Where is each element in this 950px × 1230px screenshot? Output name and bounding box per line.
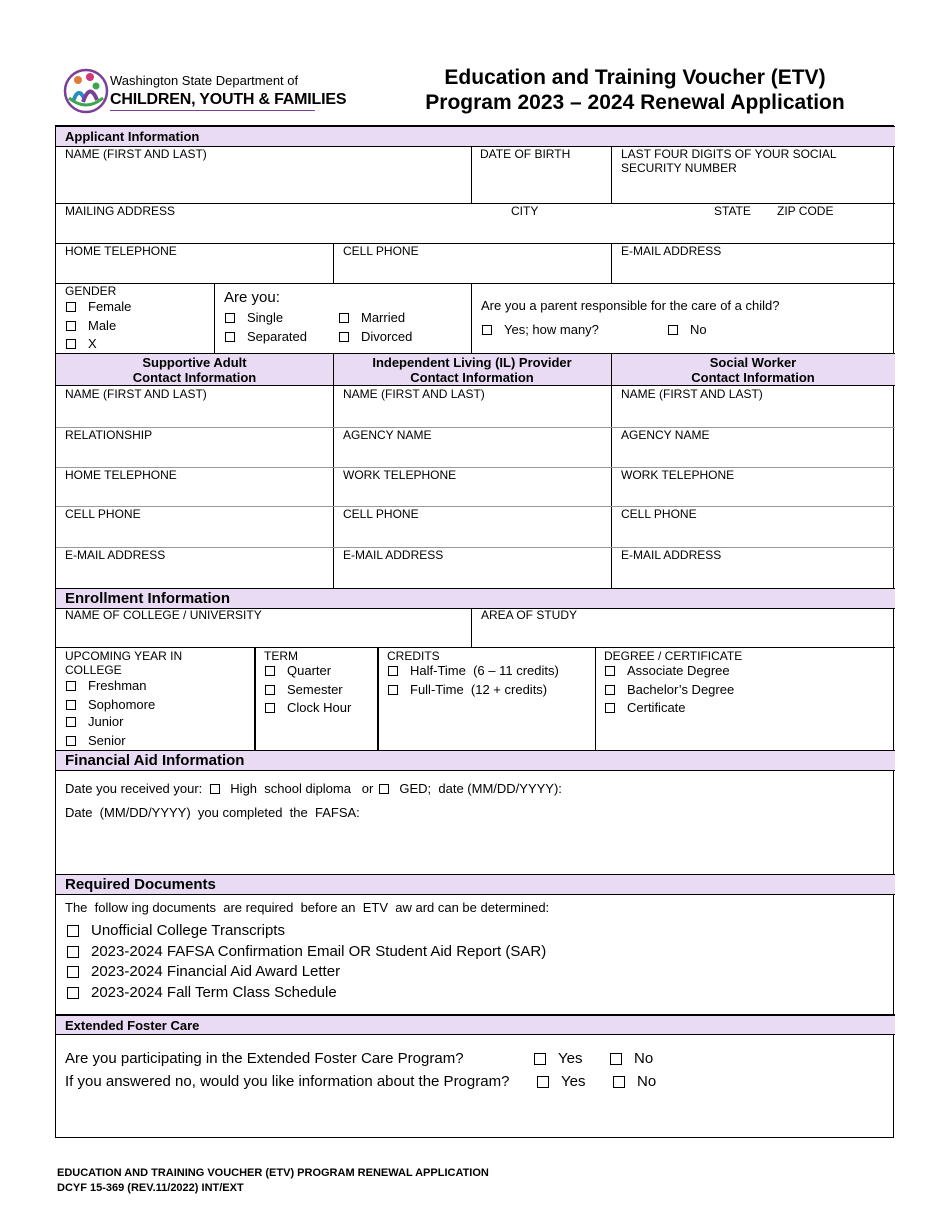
il-name-label: NAME (FIRST AND LAST)	[343, 387, 485, 401]
efc-question-1: Are you participating in the Extended Foster Care Program?	[65, 1050, 464, 1067]
junior-option[interactable]: Junior	[66, 714, 123, 729]
credits-label: CREDITS	[387, 649, 440, 663]
x-checkbox[interactable]	[66, 339, 76, 349]
year-label-2: COLLEGE	[65, 663, 122, 677]
freshman-checkbox[interactable]	[66, 681, 76, 691]
mailing-address-label: MAILING ADDRESS	[65, 204, 176, 218]
junior-checkbox[interactable]	[66, 717, 76, 727]
efc-q1-no[interactable]: No	[610, 1050, 653, 1067]
received-line: Date you received your: High school diploma or GED; date (MM/DD/YYYY):	[65, 781, 562, 796]
quarter-option[interactable]: Quarter	[265, 663, 331, 678]
agency-logo	[63, 66, 347, 116]
il-work-phone-label: WORK TELEPHONE	[343, 468, 457, 482]
required-docs-intro: The follow ing documents are required before an ETV aw ard can be determined:	[65, 900, 550, 915]
document-title	[370, 65, 900, 115]
title-line1: Education and Training Voucher (ETV)	[444, 66, 826, 89]
certificate-option[interactable]: Certificate	[605, 700, 686, 715]
efc-question-2: If you answered no, would you like information about the Program?	[65, 1073, 510, 1090]
parent-no-option[interactable]: No	[668, 322, 707, 337]
full-time-checkbox[interactable]	[388, 685, 398, 695]
il-agency-label: AGENCY NAME	[343, 428, 432, 442]
efc-q1-yes-checkbox[interactable]	[534, 1053, 546, 1065]
certificate-checkbox[interactable]	[605, 703, 615, 713]
sw-agency-label: AGENCY NAME	[621, 428, 710, 442]
il-cell-label: CELL PHONE	[343, 507, 419, 521]
city-label: CITY	[511, 204, 539, 218]
gender-male-option[interactable]: Male	[66, 318, 116, 333]
semester-option[interactable]: Semester	[265, 682, 343, 697]
efc-q1-no-checkbox[interactable]	[610, 1053, 622, 1065]
area-of-study-label: AREA OF STUDY	[481, 608, 578, 622]
home-phone-label: HOME TELEPHONE	[65, 244, 177, 258]
degree-label: DEGREE / CERTIFICATE	[604, 649, 743, 663]
sw-work-phone-label: WORK TELEPHONE	[621, 468, 735, 482]
associate-option[interactable]: Associate Degree	[605, 663, 730, 678]
efc-q2-no-checkbox[interactable]	[613, 1076, 625, 1088]
agency-name-line1: Washington State Department of	[110, 73, 299, 88]
parent-yes-option[interactable]: Yes; how many?	[482, 322, 599, 337]
transcripts-checkbox[interactable]	[67, 925, 79, 937]
sw-cell-label: CELL PHONE	[621, 507, 697, 521]
section-header-enrollment: Enrollment Information	[56, 588, 895, 609]
bachelor-option[interactable]: Bachelor’s Degree	[605, 682, 734, 697]
parent-yes-checkbox[interactable]	[482, 325, 492, 335]
divorced-option[interactable]: Divorced	[339, 329, 412, 344]
footer	[57, 1166, 489, 1196]
gender-female-option[interactable]: Female	[66, 299, 131, 314]
sophomore-option[interactable]: Sophomore	[66, 697, 155, 712]
year-label-1: UPCOMING YEAR IN	[65, 649, 183, 663]
efc-q2-no[interactable]: No	[613, 1073, 656, 1090]
class-schedule-checkbox[interactable]	[67, 987, 79, 999]
female-checkbox[interactable]	[66, 302, 76, 312]
supportive-cell-label: CELL PHONE	[65, 507, 141, 521]
section-header-extended-care: Extended Foster Care	[56, 1014, 895, 1035]
parent-question: Are you a parent responsible for the care of a child?	[481, 298, 780, 313]
supportive-email-label: E-MAIL ADDRESS	[65, 548, 166, 562]
doc-award-letter[interactable]: 2023-2024 Financial Aid Award Letter	[67, 963, 340, 980]
quarter-checkbox[interactable]	[265, 666, 275, 676]
full-time-option[interactable]: Full-Time (12 + credits)	[388, 682, 547, 697]
single-checkbox[interactable]	[225, 313, 235, 323]
fafsa-checkbox[interactable]	[67, 946, 79, 958]
efc-q1-yes[interactable]: Yes	[534, 1050, 582, 1067]
award-letter-checkbox[interactable]	[67, 966, 79, 978]
email-label: E-MAIL ADDRESS	[621, 244, 722, 258]
college-name-label: NAME OF COLLEGE / UNIVERSITY	[65, 608, 262, 622]
sw-name-label: NAME (FIRST AND LAST)	[621, 387, 763, 401]
supportive-adult-header: Supportive Adult Contact Information	[132, 355, 257, 385]
footer-title: EDUCATION AND TRAINING VOUCHER (ETV) PROGRAM RENEWAL APPLICATION	[57, 1167, 489, 1179]
freshman-option[interactable]: Freshman	[66, 678, 147, 693]
agency-name-line2: CHILDREN, YOUTH & FAMILIES	[110, 91, 347, 108]
hs-diploma-checkbox[interactable]	[210, 784, 220, 794]
doc-transcripts[interactable]: Unofficial College Transcripts	[67, 922, 285, 939]
footer-form-number: DCYF 15-369 (REV.11/2022) INT/EXT	[57, 1182, 244, 1194]
dcyf-family-icon	[63, 68, 109, 114]
gender-label: GENDER	[65, 284, 117, 298]
senior-option[interactable]: Senior	[66, 733, 126, 748]
supportive-home-phone-label: HOME TELEPHONE	[65, 468, 177, 482]
zip-label: ZIP CODE	[777, 204, 834, 218]
section-header-required-docs: Required Documents	[56, 874, 895, 895]
half-time-option[interactable]: Half-Time (6 – 11 credits)	[388, 663, 559, 678]
associate-checkbox[interactable]	[605, 666, 615, 676]
doc-fafsa[interactable]: 2023-2024 FAFSA Confirmation Email OR Student Aid Report (SAR)	[67, 943, 546, 960]
semester-checkbox[interactable]	[265, 685, 275, 695]
parent-no-checkbox[interactable]	[668, 325, 678, 335]
il-email-label: E-MAIL ADDRESS	[343, 548, 444, 562]
sw-email-label: E-MAIL ADDRESS	[621, 548, 722, 562]
single-option[interactable]: Single	[225, 310, 283, 325]
male-checkbox[interactable]	[66, 321, 76, 331]
dob-label: DATE OF BIRTH	[480, 147, 571, 161]
separated-option[interactable]: Separated	[225, 329, 307, 344]
clock-hour-option[interactable]: Clock Hour	[265, 700, 351, 715]
efc-q2-yes-checkbox[interactable]	[537, 1076, 549, 1088]
clock-hour-checkbox[interactable]	[265, 703, 275, 713]
section-header-applicant: Applicant Information	[56, 126, 895, 147]
applicant-name-label: NAME (FIRST AND LAST)	[65, 147, 207, 161]
application-form	[55, 125, 894, 1138]
supportive-name-label: NAME (FIRST AND LAST)	[65, 387, 207, 401]
state-label: STATE	[714, 204, 751, 218]
fafsa-date-label: Date (MM/DD/YYYY) you completed the FAFSA:	[65, 805, 360, 820]
married-option[interactable]: Married	[339, 310, 405, 325]
are-you-label: Are you:	[224, 289, 280, 306]
ged-checkbox[interactable]	[379, 784, 389, 794]
title-line2: Program 2023 – 2024 Renewal Application	[425, 91, 845, 114]
efc-q2-yes[interactable]: Yes	[537, 1073, 585, 1090]
cell-phone-label: CELL PHONE	[343, 244, 419, 258]
bachelor-checkbox[interactable]	[605, 685, 615, 695]
senior-checkbox[interactable]	[66, 736, 76, 746]
gender-x-option[interactable]: X	[66, 336, 97, 351]
social-worker-header: Social Worker Contact Information	[691, 355, 815, 385]
sophomore-checkbox[interactable]	[66, 700, 76, 710]
doc-class-schedule[interactable]: 2023-2024 Fall Term Class Schedule	[67, 984, 337, 1001]
relationship-label: RELATIONSHIP	[65, 428, 153, 442]
il-provider-header: Independent Living (IL) Provider Contact Information	[372, 355, 572, 385]
divorced-checkbox[interactable]	[339, 332, 349, 342]
ssn-label: LAST FOUR DIGITS OF YOUR SOCIAL SECURITY NUMBER	[621, 147, 837, 175]
half-time-checkbox[interactable]	[388, 666, 398, 676]
married-checkbox[interactable]	[339, 313, 349, 323]
separated-checkbox[interactable]	[225, 332, 235, 342]
term-label: TERM	[264, 649, 298, 663]
section-header-financial: Financial Aid Information	[56, 750, 895, 771]
